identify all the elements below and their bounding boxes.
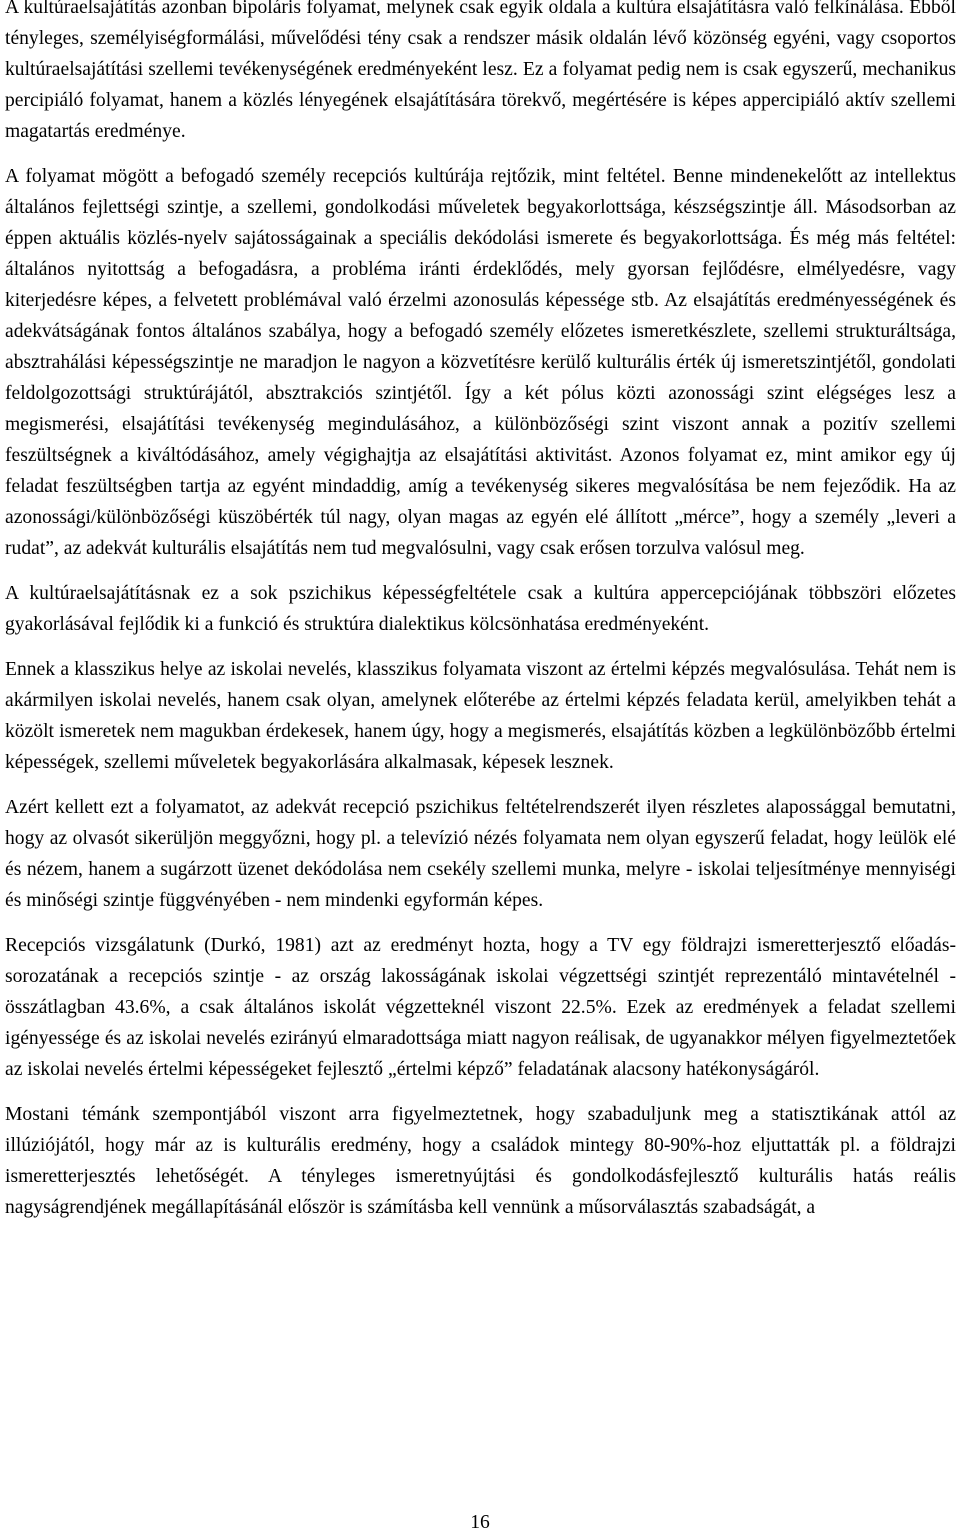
page-number: 16 xyxy=(470,1512,490,1533)
paragraph: Azért kellett ezt a folyamatot, az adekvát recepció pszichikus feltételrendszerét ilyen részletes alapossággal bemutatni, hogy az olvasót sikerüljön meggyőzni, hogy pl. a televízió nézés folyamata nem olyan egyszerű feladat, hogy leülök elé és nézem, hanem a sugárzott üzenet dekódolása nem csekély szellemi munka, melyre - iskolai teljesítménye mennyiségi és minőségi szintje függvényében - nem mindenki egyformán képes. xyxy=(5,797,956,911)
paragraph: Ennek a klasszikus helye az iskolai nevelés, klasszikus folyamata viszont az értelmi képzés megvalósulása. Tehát nem is akármilyen iskolai nevelés, hanem csak olyan, amelynek előterébe az értelmi képzés feladata kerül, amelyikben tehát a közölt ismeretek nem magukban érdekesek, hanem úgy, hogy a megismerés, elsajátítás közben a legkülönbözőbb értelmi képességek, szellemi műveletek begyakorlására alkalmasak, képesek lesznek. xyxy=(5,659,956,773)
paragraph: Mostani témánk szempontjából viszont arra figyelmeztetnek, hogy szabaduljunk meg a statisztikának attól az illúziójától, hogy már az is kulturális eredmény, hogy a családok mintegy 80-90%-hoz eljuttatták pl. a földrajzi ismeretterjesztés lehetőségét. A tényleges ismeretnyújtási és gondolkodásfejlesztő kulturális hatás reális nagyságrendjének megállapításánál először is számításba kell vennünk a műsorválasztás szabadságát, a xyxy=(5,1104,956,1218)
document-body xyxy=(5,0,956,1237)
paragraph: Recepciós vizsgálatunk (Durkó, 1981) azt az eredményt hozta, hogy a TV egy földrajzi ismeretterjesztő előadás-sorozatának a recepciós szintje - az ország lakosságának iskolai végzettségi szintjét reprezentáló mintavételnél - összátlagban 43.6%, a csak általános iskolát végzetteknél viszont 22.5%. Ezek az eredmények a feladat szellemi igényessége és az iskolai nevelés ezirányú elmaradottsága miatt nagyon reálisak, de ugyanakkor mélyen figyelmeztetőek az iskolai nevelés értelmi képességeket fejlesztő „értelmi képző” feladatának alacsony hatékonyságáról. xyxy=(5,935,956,1080)
paragraph: A kultúraelsajátításnak ez a sok pszichikus képességfeltétele csak a kultúra appercepciójának többszöri előzetes gyakorlásával fejlődik ki a funkció és struktúra dialektikus kölcsönhatása eredményeként. xyxy=(5,583,956,635)
paragraph: A folyamat mögött a befogadó személy recepciós kultúrája rejtőzik, mint feltétel. Benne mindenekelőtt az intellektus általános fejlettségi szintje, a szellemi, gondolkodási műveletek begyakorlottsága, készségszintje áll. Másodsorban az éppen aktuális közlés-nyelv sajátosságainak a speciális dekódolási ismerete és begyakorlottsága. És még más feltétel: általános nyitottság a befogadásra, a probléma iránti érdeklődés, mely gyorsan fejlődésre, elmélyedésre, vagy kiterjedésre képes, a felvetett problémával való érzelmi azonosulás képessége stb. Az elsajátítás eredményességének és adekvátságának fontos általános szabálya, hogy a befogadó személy előzetes ismeretkészlete, szellemi strukturáltsága, absztrahálási képességszintje ne maradjon le nagyon a közvetítésre kerülő kulturális érték új ismeretszintjétől, gondolati feldolgozottsági struktúrájától, absztrakciós szintjétől. Így a két pólus közti azonossági szint elégséges lesz a megismerési, elsajátítási tevékenység megindulásához, a különbözőségi szint viszont annak a pozitív szellemi feszültségnek a kiváltódásához, amely végighajtja az elsajátítási aktivitást. Azonos folyamat ez, mint amikor egy új feladat feszültségben tartja az egyént mindaddig, amíg a tevékenység sikeres megvalósítása be nem fejeződik. Ha az azonossági/különbözőségi küszöbérték túl nagy, olyan magas az egyén elé állított „mérce”, hogy a személy „leveri a rudat”, az adekvát kulturális elsajátítás nem tud megvalósulni, vagy csak erősen torzulva valósul meg. xyxy=(5,166,956,559)
paragraph: A kultúraelsajátítás azonban bipoláris folyamat, melynek csak egyik oldala a kultúra elsajátításra való felkínálása. Ebből tényleges, személyiségformálási, művelődési tény csak a rendszer másik oldalán lévő közönség egyéni, vagy csoportos kultúraelsajátítási szellemi tevékenységének eredményeként lesz. Ez a folyamat pedig nem is csak egyszerű, mechanikus percipiáló folyamat, hanem a közlés lényegének elsajátítására törekvő, megértésére is képes appercipiáló aktív szellemi magatartás eredménye. xyxy=(5,0,956,142)
